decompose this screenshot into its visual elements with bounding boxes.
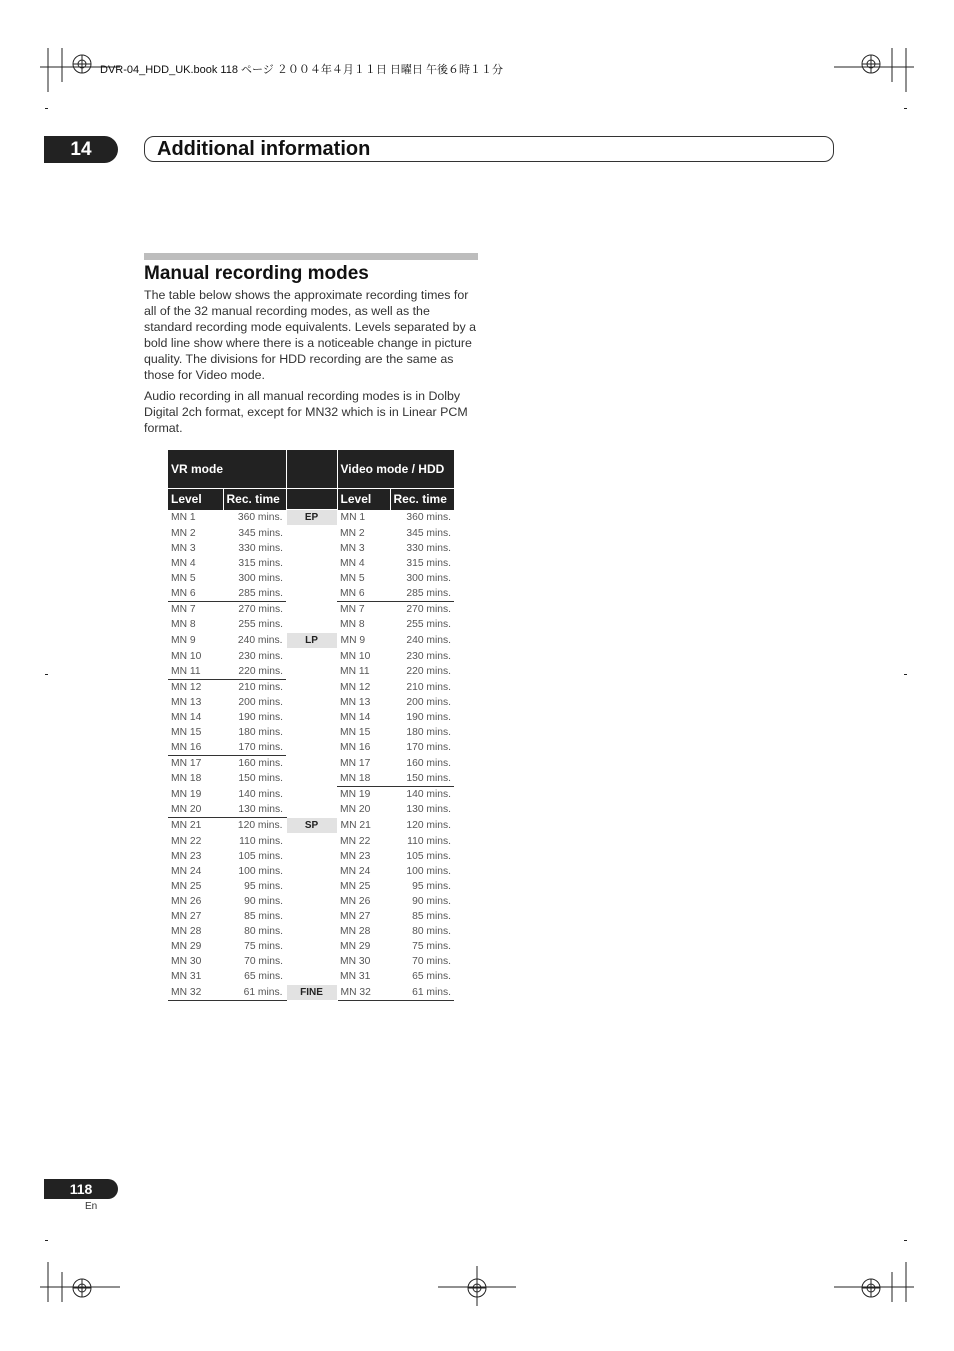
- vr-level-cell: MN 16: [171, 742, 202, 753]
- video-level-cell: MN 17: [340, 757, 371, 769]
- vr-level-cell: MN 15: [171, 727, 202, 738]
- chapter-title-bar: [144, 136, 834, 162]
- vr-rec-time-cell: 120 mins.: [223, 818, 286, 834]
- video-rec-time-cell: 85 mins.: [412, 911, 452, 922]
- video-level-cell: MN 3: [340, 543, 365, 554]
- table-row: [168, 740, 454, 756]
- video-level-cell: MN 27: [340, 911, 371, 922]
- video-rec-time-cell: 270 mins.: [390, 602, 454, 618]
- video-level-cell: MN 20: [340, 804, 371, 816]
- video-rec-time-cell: 65 mins.: [412, 971, 452, 983]
- table-row: [168, 664, 454, 680]
- table-row: [168, 617, 454, 633]
- standard-mode-cell: [286, 649, 337, 665]
- video-level-cell: MN 11: [340, 666, 370, 678]
- standard-mode-cell: [286, 787, 337, 803]
- video-rec-time-cell: 190 mins.: [406, 712, 452, 723]
- video-rec-time-cell: 170 mins.: [406, 742, 452, 754]
- video-level-cell: MN 23: [340, 851, 371, 862]
- video-rec-time-cell: 150 mins.: [406, 773, 452, 784]
- vr-rec-time-cell: 130 mins.: [238, 804, 284, 815]
- video-level-cell: MN 19: [337, 787, 390, 803]
- standard-mode-cell: EP: [286, 510, 337, 526]
- video-rec-time-cell: 160 mins.: [406, 757, 452, 769]
- video-rec-time-cell: 80 mins.: [412, 926, 452, 937]
- mode-subheader-blank: [286, 489, 337, 510]
- vr-rec-time-cell: 150 mins.: [238, 773, 284, 785]
- table-row: [168, 802, 454, 818]
- vr-level-cell: MN 19: [171, 788, 202, 800]
- video-rec-time-cell: 285 mins.: [406, 588, 452, 599]
- vr-level-cell: MN 11: [171, 666, 201, 677]
- language-code: En: [85, 1201, 98, 1212]
- vr-rec-time-cell: 61 mins.: [223, 985, 286, 1001]
- chapter-number-tab: 14: [44, 136, 118, 163]
- standard-mode-cell: [286, 710, 337, 725]
- vr-level-cell: MN 12: [168, 680, 223, 696]
- recording-modes-table: [168, 450, 454, 1001]
- vr-level-cell: MN 7: [168, 602, 223, 618]
- standard-mode-cell: [286, 541, 337, 556]
- table-row: [168, 680, 454, 696]
- vr-level-cell: MN 6: [171, 588, 196, 599]
- video-rec-time-cell: 210 mins.: [406, 681, 452, 693]
- vr-rec-time-cell: 75 mins.: [244, 941, 284, 952]
- standard-mode-cell: [286, 602, 337, 618]
- table-row: [168, 756, 454, 772]
- vr-rec-time-cell: 315 mins.: [238, 558, 284, 569]
- vr-level-cell: MN 17: [168, 756, 223, 772]
- table-row: [168, 864, 454, 879]
- vr-level-cell: MN 1: [171, 512, 196, 523]
- vr-rec-time-cell: 200 mins.: [238, 697, 284, 708]
- vr-level-cell: MN 31: [171, 971, 202, 983]
- table-row: [168, 571, 454, 586]
- vr-rec-time-cell: 160 mins.: [223, 756, 286, 772]
- vr-level-cell: MN 24: [171, 866, 202, 877]
- standard-mode-cell: [286, 894, 337, 909]
- vr-rec-time-cell: 140 mins.: [238, 788, 284, 800]
- vr-rec-time-cell: 230 mins.: [238, 650, 284, 662]
- vr-rec-time-cell: 80 mins.: [244, 926, 284, 937]
- vr-level-cell: MN 2: [171, 527, 196, 539]
- standard-mode-cell: [286, 969, 337, 985]
- section-title: Manual recording modes: [144, 263, 369, 284]
- standard-mode-cell: [286, 617, 337, 633]
- vr-rec-time-cell: 300 mins.: [238, 573, 284, 584]
- table-row: [168, 849, 454, 864]
- page-number: 118: [44, 1179, 118, 1199]
- vr-rec-time-cell: 270 mins.: [223, 602, 286, 618]
- video-rec-time-cell: 345 mins.: [406, 527, 452, 539]
- standard-mode-cell: [286, 526, 337, 542]
- video-level-cell: MN 28: [340, 926, 371, 937]
- video-level-cell: MN 32: [337, 985, 390, 1001]
- standard-mode-cell: [286, 571, 337, 586]
- video-level-header: Level: [337, 489, 390, 510]
- video-rec-time-cell: 70 mins.: [412, 956, 452, 967]
- vr-rec-time-cell: 65 mins.: [244, 971, 284, 983]
- video-level-cell: MN 7: [337, 602, 390, 618]
- vr-rec-time-cell: 95 mins.: [244, 881, 284, 892]
- vr-rec-time-cell: 190 mins.: [238, 712, 284, 723]
- standard-mode-cell: FINE: [286, 985, 337, 1001]
- video-level-cell: MN 31: [340, 971, 371, 983]
- vr-rec-time-cell: 110 mins.: [239, 835, 284, 847]
- table-row: [168, 909, 454, 924]
- vr-level-header: Level: [168, 489, 223, 510]
- table-row: [168, 586, 454, 602]
- video-rec-time-cell: 230 mins.: [406, 650, 452, 662]
- standard-mode-cell: [286, 802, 337, 818]
- video-level-cell: MN 4: [340, 558, 365, 569]
- video-level-cell: MN 14: [340, 712, 371, 723]
- table-row: [168, 556, 454, 571]
- standard-mode-cell: [286, 954, 337, 969]
- video-rec-time-cell: 360 mins.: [406, 512, 452, 523]
- table-row: [168, 818, 454, 834]
- table-row: [168, 969, 454, 985]
- video-rec-time-cell: 100 mins.: [406, 866, 452, 877]
- video-level-cell: MN 12: [340, 681, 371, 693]
- standard-mode-cell: [286, 586, 337, 602]
- video-level-cell: MN 25: [340, 881, 371, 892]
- vr-level-cell: MN 22: [171, 835, 202, 847]
- vr-rec-time-cell: 330 mins.: [238, 543, 284, 554]
- vr-rec-time-cell: 105 mins.: [238, 851, 284, 862]
- standard-mode-cell: [286, 864, 337, 879]
- table-row: [168, 771, 454, 787]
- vr-rec-time-cell: 345 mins.: [238, 527, 284, 539]
- vr-rec-time-cell: 85 mins.: [244, 911, 284, 922]
- video-rec-time-cell: 90 mins.: [412, 896, 452, 907]
- vr-level-cell: MN 4: [171, 558, 196, 569]
- vr-level-cell: MN 5: [171, 573, 196, 584]
- video-rec-time-cell: 255 mins.: [406, 619, 452, 631]
- standard-mode-cell: [286, 725, 337, 740]
- table-row: [168, 954, 454, 969]
- vr-level-cell: MN 14: [171, 712, 202, 723]
- standard-mode-cell: [286, 879, 337, 894]
- vr-level-cell: MN 10: [171, 650, 202, 662]
- video-level-cell: MN 15: [340, 727, 371, 738]
- mode-header-blank: [286, 450, 337, 489]
- video-level-cell: MN 2: [340, 527, 365, 539]
- video-rec-time-cell: 220 mins.: [406, 666, 452, 678]
- table-row: [168, 924, 454, 939]
- video-rec-time-cell: 95 mins.: [412, 881, 452, 892]
- vr-rec-time-cell: 220 mins.: [238, 666, 284, 677]
- vr-level-cell: MN 29: [171, 941, 202, 952]
- video-level-cell: MN 8: [340, 619, 365, 631]
- standard-mode-cell: [286, 680, 337, 696]
- video-rec-time-header: Rec. time: [390, 489, 454, 510]
- standard-mode-cell: [286, 939, 337, 954]
- video-level-cell: MN 29: [340, 941, 371, 952]
- table-row: [168, 510, 454, 526]
- table-row: [168, 633, 454, 649]
- video-level-cell: MN 10: [340, 650, 371, 662]
- video-level-cell: MN 24: [340, 866, 371, 877]
- vr-rec-time-cell: 360 mins.: [237, 512, 283, 523]
- vr-level-cell: MN 27: [171, 911, 202, 922]
- standard-mode-cell: [286, 834, 337, 850]
- table-row: [168, 834, 454, 850]
- video-level-cell: MN 26: [340, 896, 371, 907]
- vr-rec-time-cell: 210 mins.: [223, 680, 286, 696]
- table-row: [168, 649, 454, 665]
- file-info-line: DVR-04_HDD_UK.book 118 ページ ２００４年４月１１日 日曜日 午後６時１１分: [100, 64, 503, 76]
- standard-mode-cell: [286, 756, 337, 772]
- video-level-cell: MN 21: [340, 820, 371, 831]
- vr-level-cell: MN 32: [168, 985, 223, 1001]
- standard-mode-cell: [286, 909, 337, 924]
- vr-level-cell: MN 3: [171, 543, 196, 554]
- vr-rec-time-header: Rec. time: [223, 489, 286, 510]
- video-level-cell: MN 16: [340, 742, 371, 754]
- video-level-cell: MN 13: [340, 697, 371, 708]
- vr-level-cell: MN 26: [171, 896, 202, 907]
- vr-rec-time-cell: 285 mins.: [238, 588, 284, 599]
- video-level-cell: MN 22: [340, 835, 371, 847]
- table-row: [168, 725, 454, 740]
- video-mode-header: Video mode / HDD: [337, 450, 454, 489]
- vr-level-cell: MN 28: [171, 926, 202, 937]
- video-rec-time-cell: 300 mins.: [406, 573, 452, 584]
- standard-mode-cell: [286, 849, 337, 864]
- table-row: [168, 695, 454, 710]
- video-rec-time-cell: 140 mins.: [390, 787, 454, 803]
- intro-paragraph: The table below shows the approximate recording times for all of the 32 manual recording modes, as well as the standard recording mode equivalents. Levels separated by a bold line show where there is a noticeable change in picture quality. The divisions for HDD recording are the same as those for Video mode.: [144, 288, 477, 382]
- video-level-cell: MN 1: [340, 512, 366, 523]
- vr-rec-time-cell: 255 mins.: [238, 619, 284, 631]
- vr-rec-time-cell: 240 mins.: [237, 635, 283, 646]
- video-rec-time-cell: 110 mins.: [407, 835, 452, 847]
- vr-rec-time-cell: 180 mins.: [238, 727, 284, 738]
- standard-mode-cell: [286, 740, 337, 756]
- chapter-title: Additional information: [157, 137, 371, 160]
- vr-level-cell: MN 18: [171, 773, 202, 785]
- video-rec-time-cell: 200 mins.: [406, 697, 452, 708]
- table-row: [168, 787, 454, 803]
- vr-rec-time-cell: 90 mins.: [244, 896, 284, 907]
- vr-level-cell: MN 30: [171, 956, 202, 967]
- vr-rec-time-cell: 100 mins.: [238, 866, 284, 877]
- video-rec-time-cell: 120 mins.: [406, 820, 452, 831]
- video-rec-time-cell: 330 mins.: [406, 543, 452, 554]
- audio-paragraph: Audio recording in all manual recording modes is in Dolby Digital 2ch format, except for MN32 which is in Linear PCM format.: [144, 389, 468, 435]
- standard-mode-cell: [286, 664, 337, 680]
- standard-mode-cell: [286, 556, 337, 571]
- video-level-cell: MN 9: [340, 635, 366, 646]
- table-row: [168, 985, 454, 1001]
- video-rec-time-cell: 61 mins.: [390, 985, 454, 1001]
- table-row: [168, 939, 454, 954]
- vr-level-cell: MN 13: [171, 697, 202, 708]
- video-rec-time-cell: 75 mins.: [412, 941, 452, 952]
- table-row: [168, 602, 454, 618]
- video-level-cell: MN 5: [340, 573, 365, 584]
- section-rule: [144, 253, 478, 260]
- vr-level-cell: MN 8: [171, 619, 196, 631]
- standard-mode-cell: [286, 695, 337, 710]
- vr-level-cell: MN 9: [171, 635, 196, 646]
- vr-level-cell: MN 21: [168, 818, 223, 834]
- table-row: [168, 894, 454, 909]
- vr-rec-time-cell: 70 mins.: [244, 956, 284, 967]
- table-row: [168, 879, 454, 894]
- video-level-cell: MN 18: [340, 773, 371, 784]
- video-rec-time-cell: 240 mins.: [406, 635, 452, 646]
- standard-mode-cell: [286, 924, 337, 939]
- vr-level-cell: MN 25: [171, 881, 202, 892]
- vr-level-cell: MN 23: [171, 851, 202, 862]
- vr-level-cell: MN 20: [171, 804, 202, 815]
- standard-mode-cell: [286, 771, 337, 787]
- video-level-cell: MN 6: [340, 588, 365, 599]
- video-level-cell: MN 30: [340, 956, 371, 967]
- vr-mode-header: VR mode: [168, 450, 286, 489]
- standard-mode-cell: LP: [286, 633, 337, 649]
- table-row: [168, 526, 454, 542]
- video-rec-time-cell: 105 mins.: [406, 851, 452, 862]
- video-rec-time-cell: 180 mins.: [406, 727, 452, 738]
- standard-mode-cell: SP: [286, 818, 337, 834]
- table-row: [168, 541, 454, 556]
- vr-rec-time-cell: 170 mins.: [238, 742, 284, 753]
- table-row: [168, 710, 454, 725]
- video-rec-time-cell: 315 mins.: [406, 558, 452, 569]
- video-rec-time-cell: 130 mins.: [406, 804, 452, 816]
